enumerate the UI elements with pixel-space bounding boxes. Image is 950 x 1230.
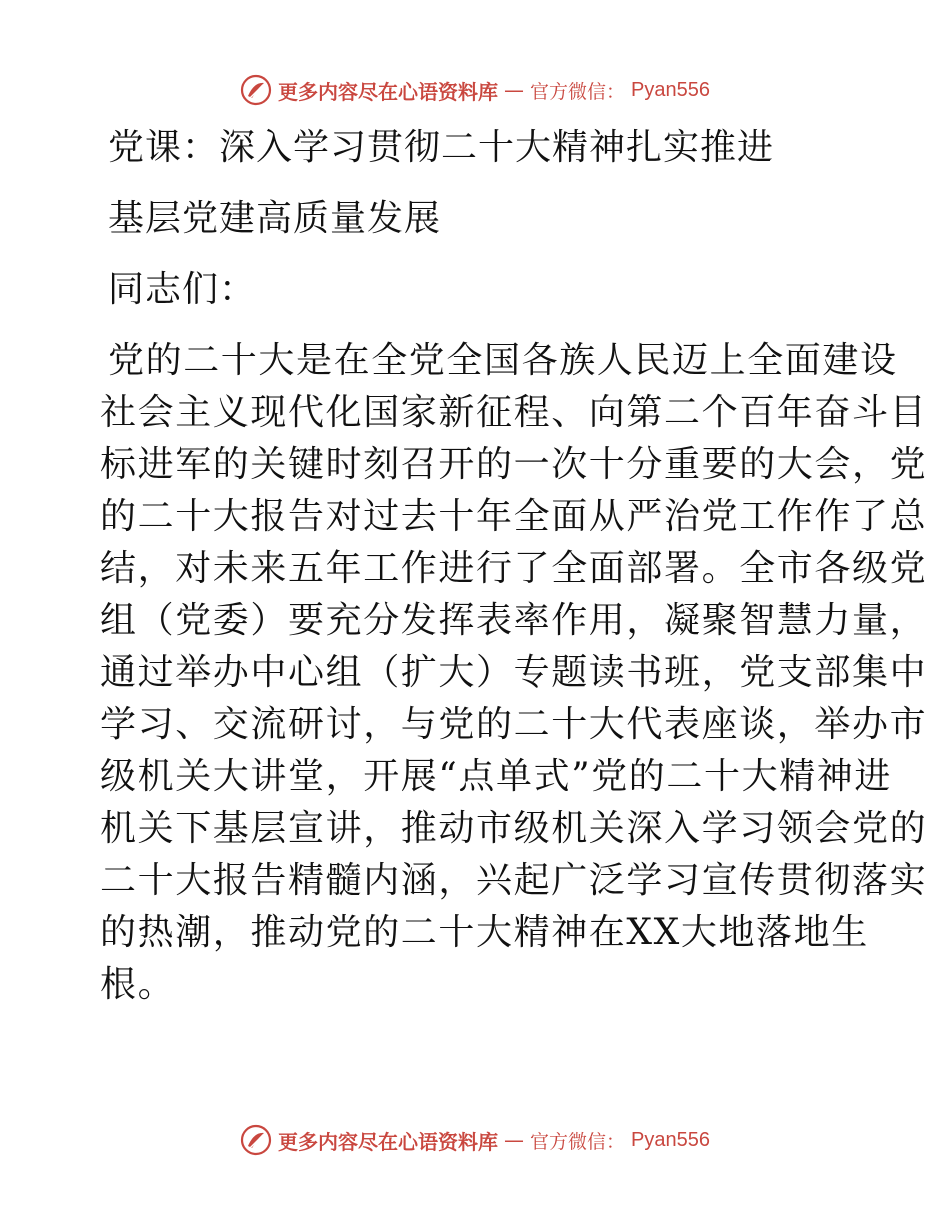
paragraph-line: 党的二十大是在全党全国各族人民迈上全面建设	[108, 340, 898, 381]
watermark-site-text: 更多内容尽在心语资料库	[278, 1129, 498, 1154]
paragraph-line: 机关下基层宣讲，推动市级机关深入学习领会党的	[100, 808, 928, 849]
watermark-wechat-label: 官方微信：	[530, 80, 626, 103]
paragraph-line: 社会主义现代化国家新征程、向第二个百年奋斗目	[100, 392, 928, 433]
paragraph-line: 组（党委）要充分发挥表率作用，凝聚智慧力量，	[100, 600, 928, 641]
paragraph-line: 标进军的关键时刻召开的一次十分重要的大会，党	[100, 444, 928, 485]
watermark-wechat-id: Pyan556	[631, 1128, 710, 1151]
paragraph	[100, 335, 928, 1011]
document-title-line-1: 党课：深入学习贯彻二十大精神扎实推进	[108, 127, 775, 168]
watermark-dash: —	[504, 78, 524, 102]
document-body	[100, 122, 928, 1011]
paragraph-line: 结，对未来五年工作进行了全面部署。全市各级党	[100, 548, 928, 589]
paragraph-line: 级机关大讲堂，开展“点单式”党的二十大精神进	[100, 756, 893, 797]
footer-watermark	[0, 1120, 950, 1160]
header-watermark	[0, 70, 950, 110]
paragraph-line: 二十大报告精髓内涵，兴起广泛学习宣传贯彻落实	[100, 860, 928, 901]
watermark-site-text: 更多内容尽在心语资料库	[278, 79, 498, 104]
watermark-wechat-label: 官方微信：	[530, 1130, 626, 1153]
watermark-wechat-id: Pyan556	[631, 78, 710, 101]
brand-logo-icon	[240, 74, 272, 106]
paragraph-line: 通过举办中心组（扩大）专题读书班，党支部集中	[100, 652, 928, 693]
document-title-line-2: 基层党建高质量发展	[108, 198, 442, 239]
paragraph-line: 的二十大报告对过去十年全面从严治党工作作了总	[100, 496, 928, 537]
watermark-dash: —	[504, 1128, 524, 1152]
brand-logo-icon	[240, 1124, 272, 1156]
paragraph-line: 的热潮，推动党的二十大精神在XX大地落地生	[100, 912, 869, 953]
paragraph-line: 根。	[100, 964, 176, 1005]
salutation: 同志们：	[108, 269, 257, 310]
paragraph-line: 学习、交流研讨，与党的二十大代表座谈，举办市	[100, 704, 928, 745]
